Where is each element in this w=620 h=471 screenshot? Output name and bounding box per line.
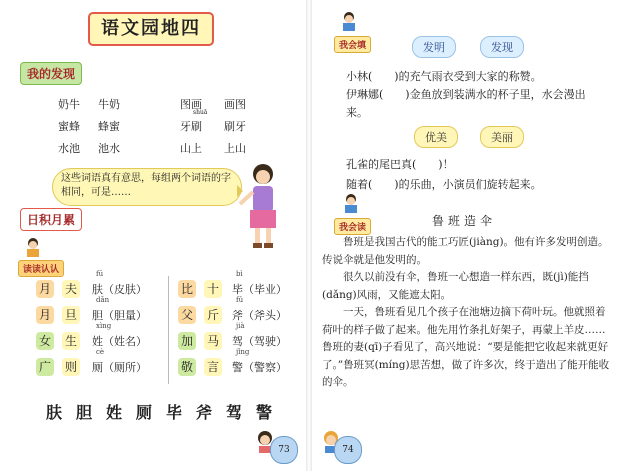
child-reading-icon — [340, 192, 362, 214]
component: 加 — [178, 332, 196, 350]
word: 池水 — [98, 142, 120, 155]
component: 月 — [36, 306, 54, 324]
component: 父 — [178, 306, 196, 324]
word: 上山 — [224, 142, 246, 155]
paragraph: 很久以前没有伞，鲁班一心想造一样东西，既(jì)能挡(dǎng)风雨，又能遮太阳。 — [322, 271, 589, 301]
page-number-right: 74 — [334, 436, 362, 464]
page-number-left: 73 — [270, 436, 298, 464]
word: 画图 — [224, 98, 246, 111]
char-word: 警（警察） — [232, 361, 287, 374]
speech-bubble: 这些词语真有意思，每组两个词语的字相同，可是…… — [52, 168, 242, 206]
paragraph: 一天，鲁班看见几个孩子在池塘边摘下荷叶玩。他就照着荷叶的样子做了起来。他先用竹条扎好架子，再蒙上羊皮……鲁班的妻(qī)子看见了，高兴地说：“要是能把它收起来就更好了。”鲁班冥(míng)思苦想，做了许多次，终于造出了能开能收的伞。 — [322, 306, 610, 388]
pinyin: bì — [236, 270, 243, 278]
pinyin: fǔ — [236, 296, 244, 304]
pinyin: shuā — [193, 109, 208, 116]
child-reading-icon — [22, 236, 44, 258]
word: 牙刷 — [180, 120, 202, 133]
component: 敬 — [178, 358, 196, 376]
option-faxian: 发现 — [480, 36, 524, 58]
component: 夫 — [62, 280, 80, 298]
component: 斤 — [204, 306, 222, 324]
char-word: 肤（皮肤） — [92, 283, 147, 296]
fill-sentence: 伊琳娜( )金鱼放到装满水的杯子里，水会漫出来。 — [346, 88, 586, 119]
component: 生 — [62, 332, 80, 350]
fill-sentence: 随着( )的乐曲，小演员们旋转起来。 — [346, 178, 542, 191]
target-characters: 肤胆姓厕毕斧驾警 — [46, 403, 287, 422]
page-title: 语文园地四 — [88, 12, 214, 46]
char-word: 胆（胆量） — [92, 309, 147, 322]
char-word: 毕（毕业） — [232, 283, 287, 296]
component: 月 — [36, 280, 54, 298]
option-meili: 美丽 — [480, 126, 524, 148]
option-faming: 发明 — [412, 36, 456, 58]
read-tag: 我会读 — [334, 218, 371, 235]
char-word: 驾（驾驶） — [232, 335, 287, 348]
left-page — [0, 0, 306, 471]
component: 旦 — [62, 306, 80, 324]
word: 刷牙 — [224, 120, 246, 133]
read-recognize-tag: 读读认认 — [18, 260, 64, 277]
pinyin: cè — [96, 348, 105, 356]
component: 十 — [204, 280, 222, 298]
story-title: 鲁班造伞 — [432, 214, 497, 228]
component: 言 — [204, 358, 222, 376]
word: 奶牛 — [58, 98, 80, 111]
child-writing-icon — [338, 10, 360, 32]
word: 山上 — [180, 142, 202, 155]
pinyin: jǐng — [236, 348, 250, 356]
word: 蜂蜜 — [98, 120, 120, 133]
char-word: 斧（斧头） — [232, 309, 287, 322]
char-word: 姓（姓名） — [92, 335, 147, 348]
fill-sentence: 孔雀的尾巴真( )！ — [346, 158, 454, 171]
component: 则 — [62, 358, 80, 376]
option-youmei: 优美 — [414, 126, 458, 148]
component: 比 — [178, 280, 196, 298]
word: 水池 — [58, 142, 80, 155]
component: 广 — [36, 358, 54, 376]
fill-tag: 我会填 — [334, 36, 371, 53]
word: 图画 — [180, 98, 202, 111]
word: 蜜蜂 — [58, 120, 80, 133]
discovery-tag: 我的发现 — [20, 62, 82, 85]
paragraph: 鲁班是我国古代的能工巧匠(jiàng)。他有许多发明创造。传说伞就是他发明的。 — [322, 236, 609, 266]
girl-illustration — [238, 160, 288, 250]
divider — [168, 276, 169, 384]
pinyin: jià — [236, 322, 245, 330]
pinyin: xìng — [96, 322, 112, 330]
pinyin: fū — [96, 270, 104, 278]
component: 马 — [204, 332, 222, 350]
story-text — [322, 234, 610, 392]
component: 女 — [36, 332, 54, 350]
word: 牛奶 — [98, 98, 120, 111]
fill-sentence: 小林( )的充气雨衣受到大家的称赞。 — [346, 70, 542, 83]
char-word: 厕（厕所） — [92, 361, 147, 374]
pinyin: dǎn — [96, 296, 110, 304]
daily-tag: 日积月累 — [20, 208, 82, 231]
